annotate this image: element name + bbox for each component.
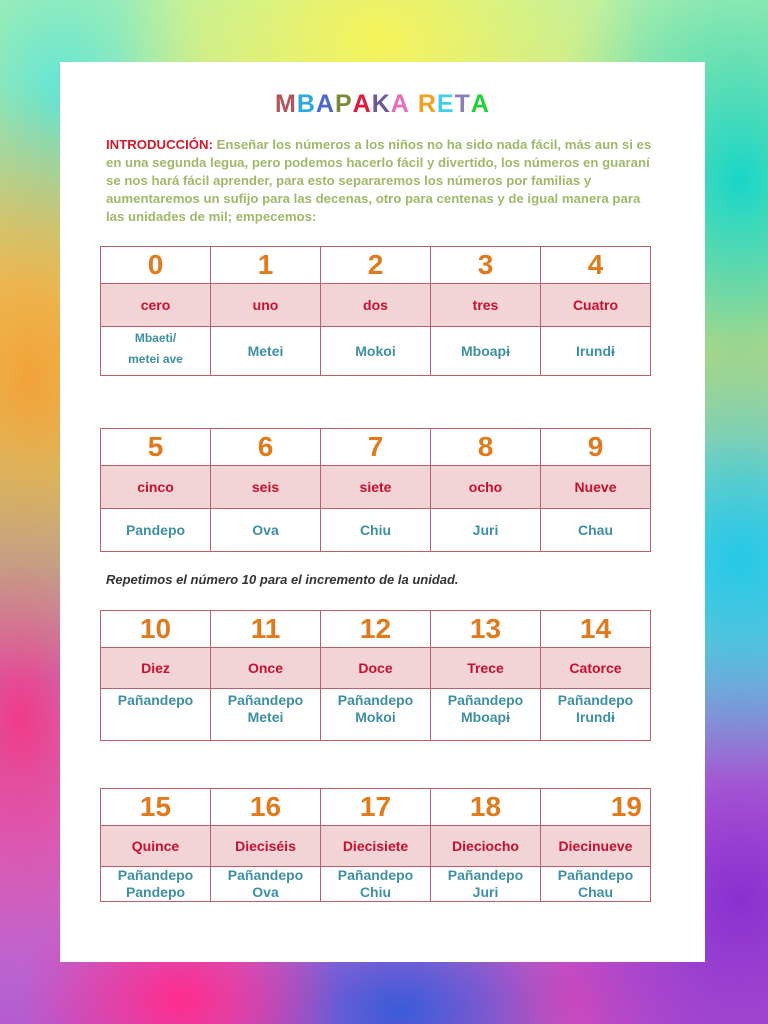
title-letter: B <box>296 90 316 118</box>
guarani-word-cell <box>541 867 651 902</box>
title-letter: T <box>454 90 471 118</box>
guarani-word-line: Pañandepo <box>117 692 194 708</box>
title-letter: R <box>417 90 437 118</box>
guarani-word-line: Mboapɨ <box>461 342 510 359</box>
guarani-word-line: Ova <box>252 884 279 900</box>
numeral-cell: 3 <box>431 247 541 284</box>
guarani-word-line: Pañandepo <box>227 692 304 708</box>
spanish-word-cell: Cuatro <box>541 284 651 327</box>
guarani-row <box>101 509 651 552</box>
guarani-word-cell <box>321 867 431 902</box>
guarani-word-line: Pandepo <box>125 521 186 538</box>
numbers-table-0-4 <box>100 246 651 376</box>
guarani-word-line: metei ave <box>128 352 183 366</box>
title-letter: A <box>315 90 335 118</box>
title-letter: K <box>371 90 391 118</box>
title-letter: A <box>390 90 410 118</box>
guarani-word-line: Juri <box>472 521 499 538</box>
spanish-word-cell: dos <box>321 284 431 327</box>
guarani-word-line: Irundɨ <box>576 709 615 725</box>
numeral-row <box>101 789 651 826</box>
numeral-cell: 15 <box>101 789 211 826</box>
title-letter: E <box>436 90 455 118</box>
numeral-cell: 7 <box>321 429 431 466</box>
guarani-word-cell <box>431 509 541 552</box>
introduction-paragraph <box>106 136 662 226</box>
numbers-table-10-14 <box>100 610 651 741</box>
numeral-cell: 8 <box>431 429 541 466</box>
guarani-word-cell <box>321 509 431 552</box>
numbers-table-5-9 <box>100 428 651 552</box>
guarani-word-line: Irundɨ <box>576 342 615 359</box>
spanish-word-cell: Diecisiete <box>321 826 431 867</box>
numeral-cell: 10 <box>101 611 211 648</box>
guarani-word-line: Metei <box>247 709 284 725</box>
spanish-word-cell: siete <box>321 466 431 509</box>
spanish-word-cell: Dieciséis <box>211 826 321 867</box>
guarani-word-cell <box>321 327 431 376</box>
title-letter: M <box>275 90 297 118</box>
spanish-word-cell: Dieciocho <box>431 826 541 867</box>
numeral-cell: 11 <box>211 611 321 648</box>
guarani-word-cell <box>431 867 541 902</box>
guarani-word-line: Metei <box>247 342 284 359</box>
guarani-word-cell <box>211 867 321 902</box>
guarani-word-line: Mokoi <box>355 342 396 359</box>
spanish-word-cell: cinco <box>101 466 211 509</box>
spanish-word-cell: Catorce <box>541 648 651 689</box>
spanish-word-cell: uno <box>211 284 321 327</box>
guarani-word-cell <box>541 689 651 741</box>
guarani-word-line: Chiu <box>359 521 392 538</box>
guarani-word-cell <box>101 689 211 741</box>
numeral-cell: 17 <box>321 789 431 826</box>
guarani-word-cell <box>431 327 541 376</box>
guarani-word-line: Pañandepo <box>557 867 634 883</box>
spanish-word-cell: ocho <box>431 466 541 509</box>
guarani-word-line: Pañandepo <box>447 692 524 708</box>
guarani-word-line: Pañandepo <box>447 867 524 883</box>
guarani-row <box>101 867 651 902</box>
note-text: Repetimos el número 10 para el incremento de la unidad. <box>106 572 459 587</box>
guarani-word-cell <box>211 509 321 552</box>
numeral-row <box>101 247 651 284</box>
guarani-word-line: Chiu <box>359 884 392 900</box>
spanish-word-cell: Diecinueve <box>541 826 651 867</box>
spanish-word-cell: Doce <box>321 648 431 689</box>
numeral-cell: 6 <box>211 429 321 466</box>
spanish-word-cell: Quince <box>101 826 211 867</box>
numeral-cell: 19 <box>541 789 651 826</box>
spanish-word-cell: cero <box>101 284 211 327</box>
introduction-text: Enseñar los números a los niños no ha sido nada fácil, más aun si es en una segunda legua, pero podemos hacerlo fácil y divertido, los números en guaraní se nos hará fácil aprender, para esto separaremos los números por familias y aumentaremos un sufijo para las decenas, otro para centenas y de igual manera para las unidades de mil; empecemos: <box>106 137 652 224</box>
guarani-word-line: Pañandepo <box>227 867 304 883</box>
spanish-word-cell: Diez <box>101 648 211 689</box>
guarani-word-line: Chau <box>578 521 613 538</box>
title-letter: P <box>334 90 353 118</box>
introduction-label: INTRODUCCIÓN: <box>106 137 213 152</box>
numeral-cell: 12 <box>321 611 431 648</box>
guarani-word-cell <box>211 327 321 376</box>
numeral-cell: 2 <box>321 247 431 284</box>
guarani-word-line: Pañandepo <box>337 692 414 708</box>
guarani-word-cell <box>541 509 651 552</box>
guarani-word-line: Pañandepo <box>117 867 194 883</box>
guarani-word-line: Mboapɨ <box>461 709 510 725</box>
guarani-word-line: Pandepo <box>125 884 186 900</box>
guarani-word-line: Mokoi <box>355 709 396 725</box>
numeral-cell: 18 <box>431 789 541 826</box>
spanish-word-cell: seis <box>211 466 321 509</box>
title-letter: A <box>352 90 372 118</box>
spanish-word-cell: Nueve <box>541 466 651 509</box>
guarani-word-line: Pañandepo <box>337 867 414 883</box>
guarani-word-cell <box>211 689 321 741</box>
numeral-cell: 13 <box>431 611 541 648</box>
guarani-word-line: Chau <box>578 884 613 900</box>
guarani-word-cell <box>431 689 541 741</box>
numeral-row <box>101 429 651 466</box>
numeral-cell: 4 <box>541 247 651 284</box>
guarani-word-cell <box>101 327 211 376</box>
guarani-word-cell <box>101 509 211 552</box>
document-page <box>60 62 705 962</box>
title-letter: A <box>470 90 490 118</box>
numbers-table-15-19 <box>100 788 651 902</box>
spanish-word-cell: Once <box>211 648 321 689</box>
spanish-row <box>101 826 651 867</box>
guarani-row <box>101 327 651 376</box>
numeral-cell: 16 <box>211 789 321 826</box>
numeral-cell: 0 <box>101 247 211 284</box>
guarani-word-line: Pañandepo <box>557 692 634 708</box>
spanish-row <box>101 648 651 689</box>
guarani-word-cell <box>101 867 211 902</box>
guarani-word-line: Juri <box>472 884 499 900</box>
spanish-word-cell: tres <box>431 284 541 327</box>
page-title <box>60 90 705 119</box>
guarani-row <box>101 689 651 741</box>
guarani-word-line: Mbaeti/ <box>134 331 177 345</box>
spanish-word-cell: Trece <box>431 648 541 689</box>
guarani-word-cell <box>541 327 651 376</box>
numeral-cell: 9 <box>541 429 651 466</box>
numeral-cell: 14 <box>541 611 651 648</box>
spanish-row <box>101 284 651 327</box>
spanish-row <box>101 466 651 509</box>
guarani-word-line: Ova <box>252 521 279 538</box>
numeral-cell: 1 <box>211 247 321 284</box>
numeral-cell: 5 <box>101 429 211 466</box>
numeral-row <box>101 611 651 648</box>
guarani-word-cell <box>321 689 431 741</box>
